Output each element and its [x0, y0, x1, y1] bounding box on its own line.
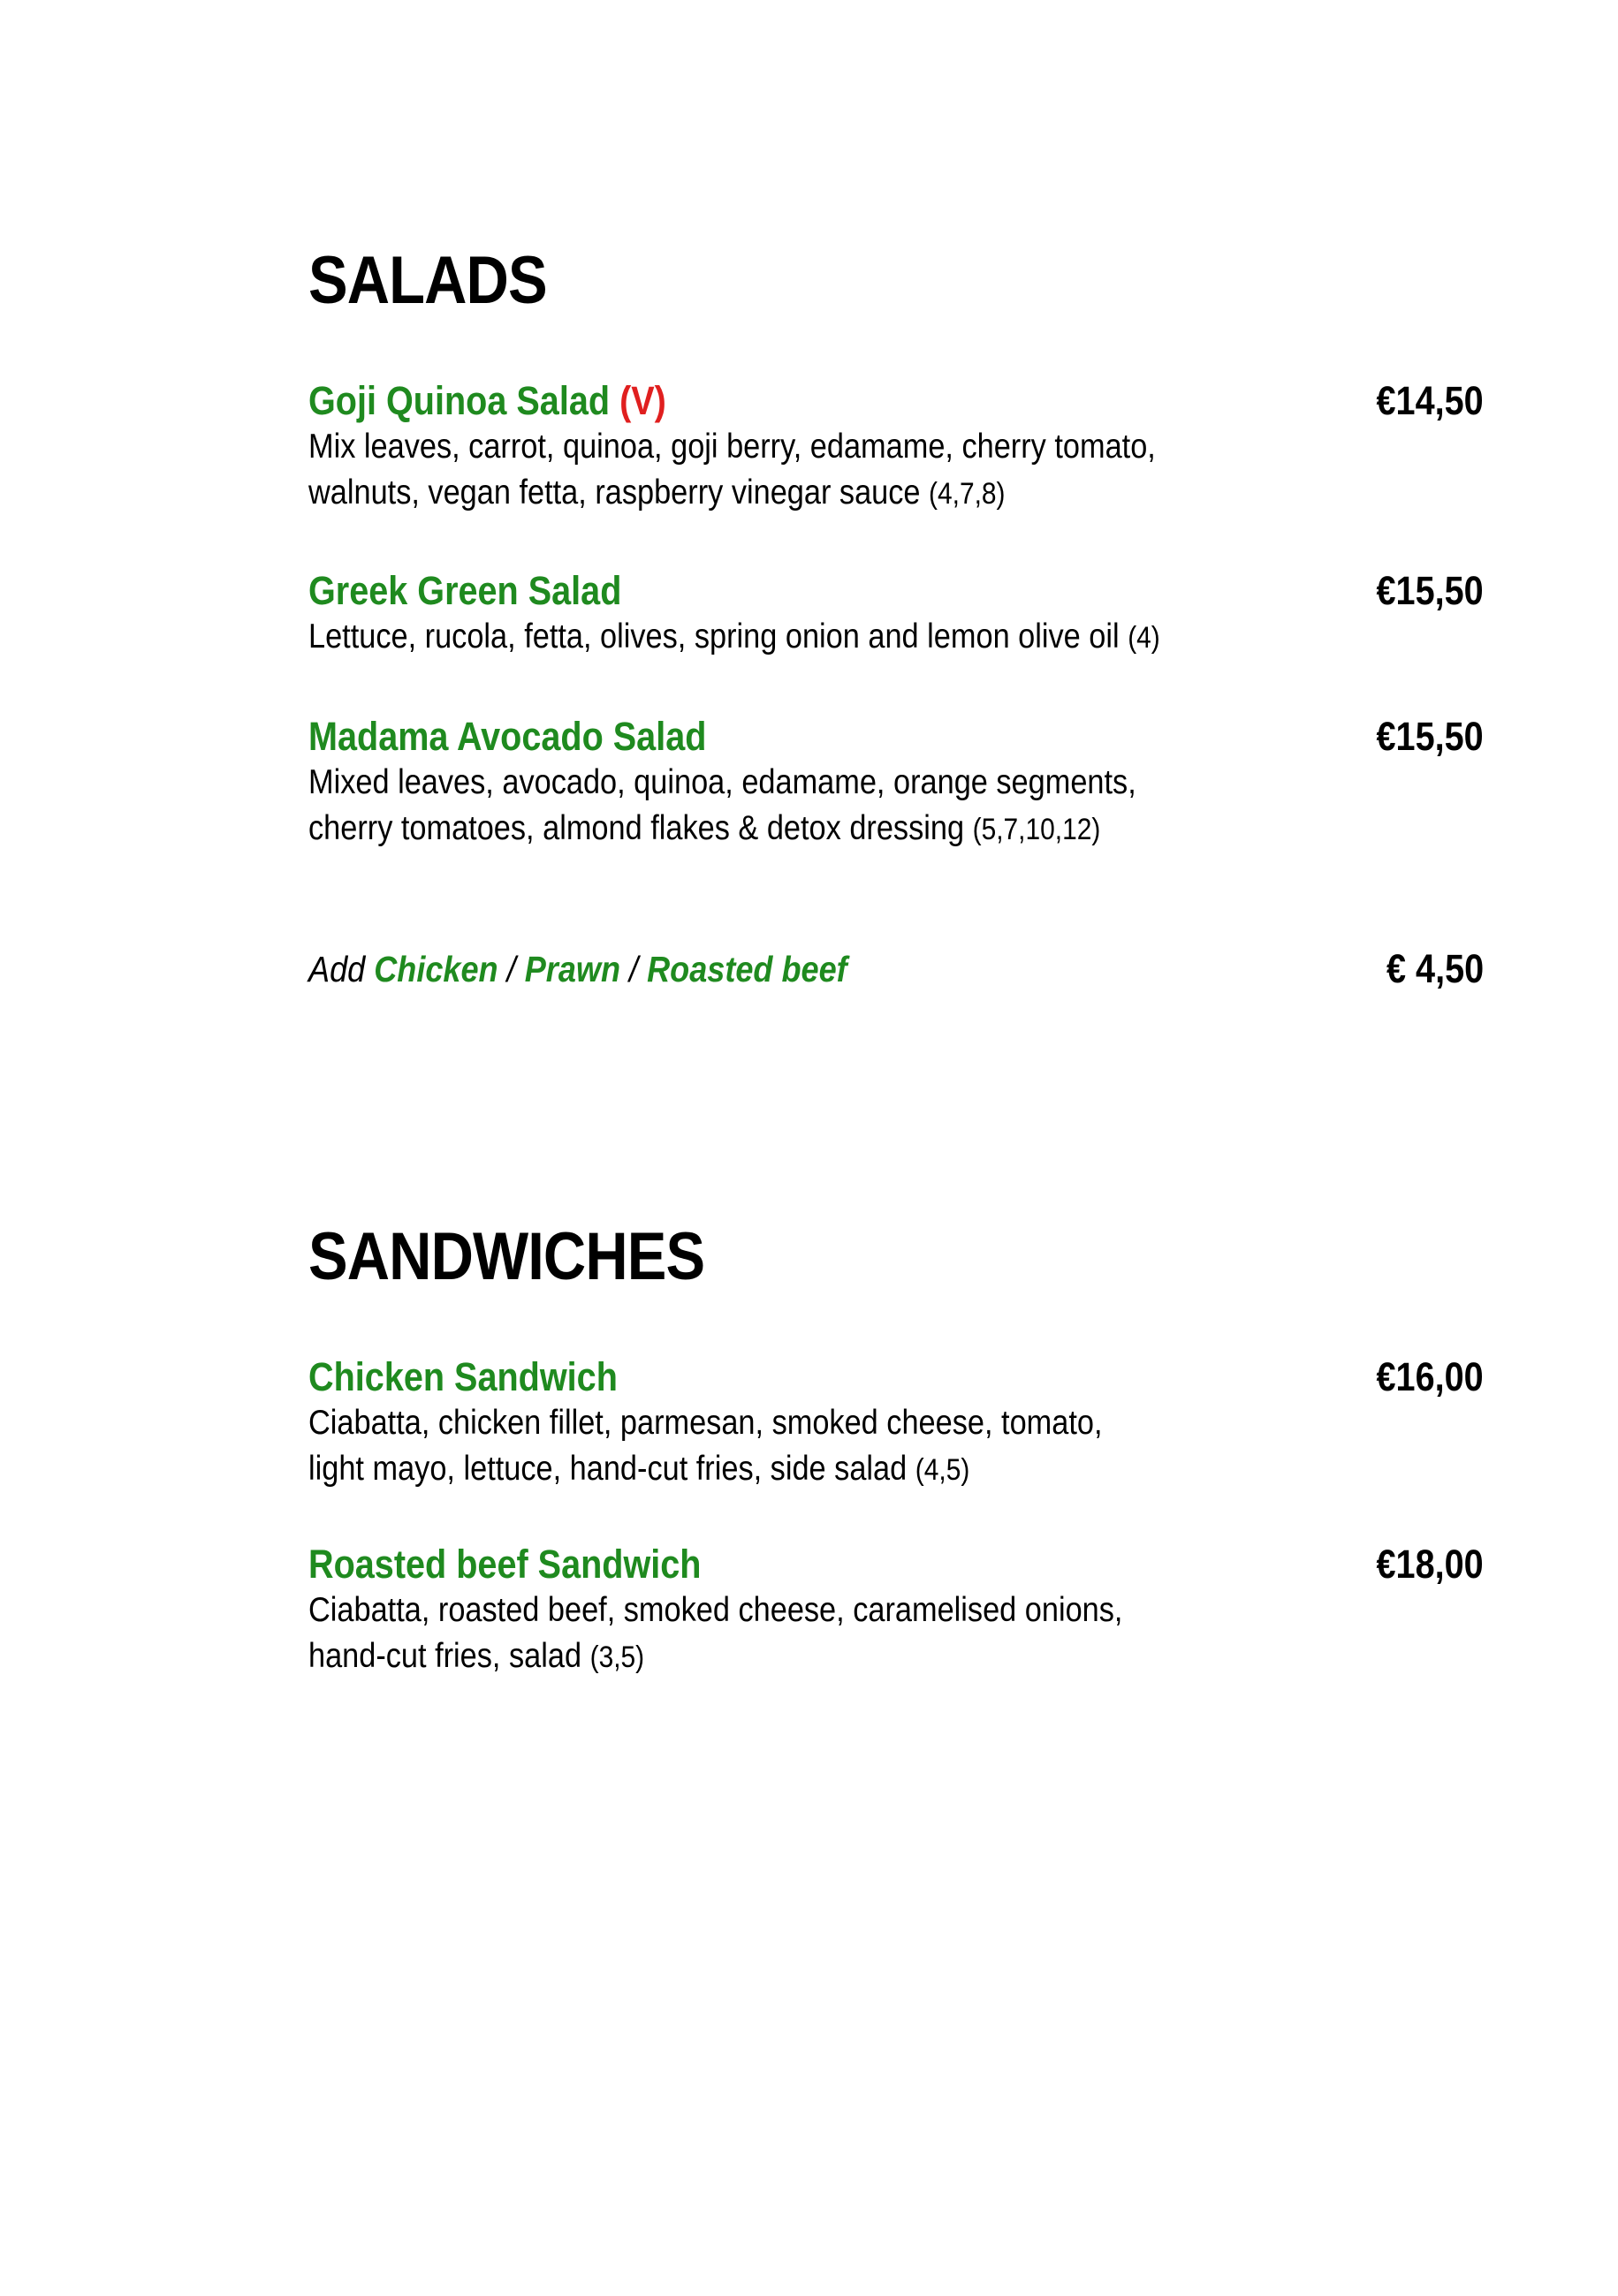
item-price: €14,50: [1376, 378, 1484, 423]
item-name: Goji Quinoa Salad (V): [308, 378, 666, 423]
addon-options: Add Chicken / Prawn / Roasted beef: [308, 949, 847, 989]
menu-item-goji-quinoa-salad: [308, 378, 1484, 517]
item-description: Mixed leaves, avocado, quinoa, edamame, orange segments, cherry tomatoes, almond flakes & detox dressing (5,7,10,12): [308, 763, 1136, 847]
menu-item-chicken-sandwich: [308, 1354, 1484, 1493]
allergen-codes: (4,7,8): [929, 477, 1006, 511]
item-price: €15,50: [1376, 714, 1484, 759]
item-description: Ciabatta, chicken fillet, parmesan, smoked cheese, tomato, light mayo, lettuce, hand-cut fries, side salad (4,5): [308, 1404, 1103, 1488]
allergen-codes: (5,7,10,12): [972, 813, 1101, 846]
item-name: Chicken Sandwich: [308, 1354, 618, 1399]
menu-item-roasted-beef-sandwich: [308, 1542, 1484, 1680]
allergen-codes: (4): [1128, 621, 1160, 655]
salads-section: [308, 243, 1484, 318]
item-name: Greek Green Salad: [308, 568, 622, 613]
item-name: Roasted beef Sandwich: [308, 1542, 702, 1587]
addon-price: € 4,50: [1386, 946, 1484, 991]
item-price: €16,00: [1376, 1354, 1484, 1399]
item-price: €15,50: [1376, 568, 1484, 613]
section-title-salads: SALADS: [308, 243, 547, 318]
allergen-codes: (3,5): [589, 1641, 645, 1674]
vegan-tag: (V): [619, 378, 666, 423]
menu-item-greek-green-salad: [308, 568, 1484, 661]
allergen-codes: (4,5): [915, 1453, 970, 1487]
item-name: Madama Avocado Salad: [308, 714, 707, 759]
item-price: €18,00: [1376, 1542, 1484, 1587]
item-description: Ciabatta, roasted beef, smoked cheese, caramelised onions, hand-cut fries, salad (3,5): [308, 1591, 1123, 1675]
section-title-sandwiches: SANDWICHES: [308, 1219, 705, 1294]
salad-addon: [308, 946, 1484, 992]
menu-item-madama-avocado-salad: [308, 714, 1484, 852]
item-description: Mix leaves, carrot, quinoa, goji berry, edamame, cherry tomato, walnuts, vegan fetta, raspberry vinegar sauce (4,7,8): [308, 428, 1156, 511]
item-description: Lettuce, rucola, fetta, olives, spring onion and lemon olive oil (4): [308, 618, 1160, 655]
sandwiches-section: [308, 1219, 1484, 1294]
